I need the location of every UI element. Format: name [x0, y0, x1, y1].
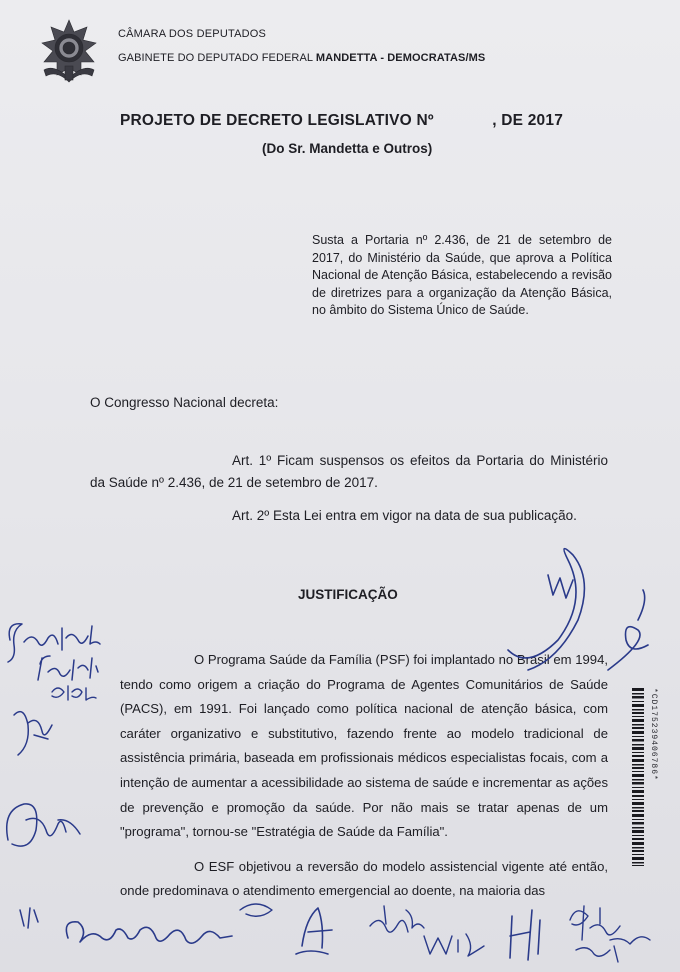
office-deputy: MANDETTA - DEMOCRATAS/MS: [315, 52, 486, 64]
office-name: [118, 52, 485, 64]
document-author: (Do Sr. Mandetta e Outros): [262, 141, 433, 156]
brazil-coat-of-arms-icon: [34, 18, 104, 84]
institution-name: CÂMARA DOS DEPUTADOS: [118, 28, 267, 40]
paragraph: O Programa Saúde da Família (PSF) foi implantado no Brasil em 1994, tendo como origem a criação do Programa de Agentes Comunitários de Saúde (PACS), em 1991. Foi lançado como política nacional de atenção básica, com caráter organizativo e substitutivo, fazendo frente ao modelo tradicional de assistência primária, baseada em profissionais médicos especialistas focais, com a intenção de aumentar a acessibilidade ao sistema de saúde e incrementar as ações de prevenção e promoção da saúde. Por não mais se tratar apenas de um "programa", tornou-se "Estratégia de Saúde da Família".: [120, 652, 608, 840]
office-prefix: GABINETE DO DEPUTADO FEDERAL: [118, 52, 313, 64]
document-title: PROJETO DE DECRETO LEGISLATIVO Nº , DE 2017: [120, 112, 564, 129]
justificacao-heading: JUSTIFICAÇÃO: [298, 587, 398, 602]
barcode: [632, 688, 644, 866]
paragraph: O ESF objetivou a reversão do modelo assistencial vigente até então, onde predominava o atendimento emergencial ao doente, na maioria das: [120, 858, 608, 899]
signature-3: [0, 790, 90, 860]
decreta-clause: O Congresso Nacional decreta:: [90, 395, 279, 410]
justificacao-body: [120, 648, 608, 914]
barcode-number: *CD175239406786*: [649, 688, 658, 781]
article-2: Art. 2º Esta Lei entra em vigor na data de sua publicação.: [232, 508, 577, 523]
signature-sandra: [2, 600, 122, 710]
article-1: Art. 1º Ficam suspensos os efeitos da Portaria do Ministério da Saúde nº 2.436, de 21 de setembro de 2017.: [90, 453, 608, 490]
ementa: Susta a Portaria nº 2.436, de 21 de setembro de 2017, do Ministério da Saúde, que aprova a Política Nacional de Atenção Básica, estabelecendo a revisão de diretrizes para a organização da Atenção Básica, no âmbito do Sistema Único de Saúde.: [312, 233, 612, 318]
signature-2: [4, 695, 64, 765]
